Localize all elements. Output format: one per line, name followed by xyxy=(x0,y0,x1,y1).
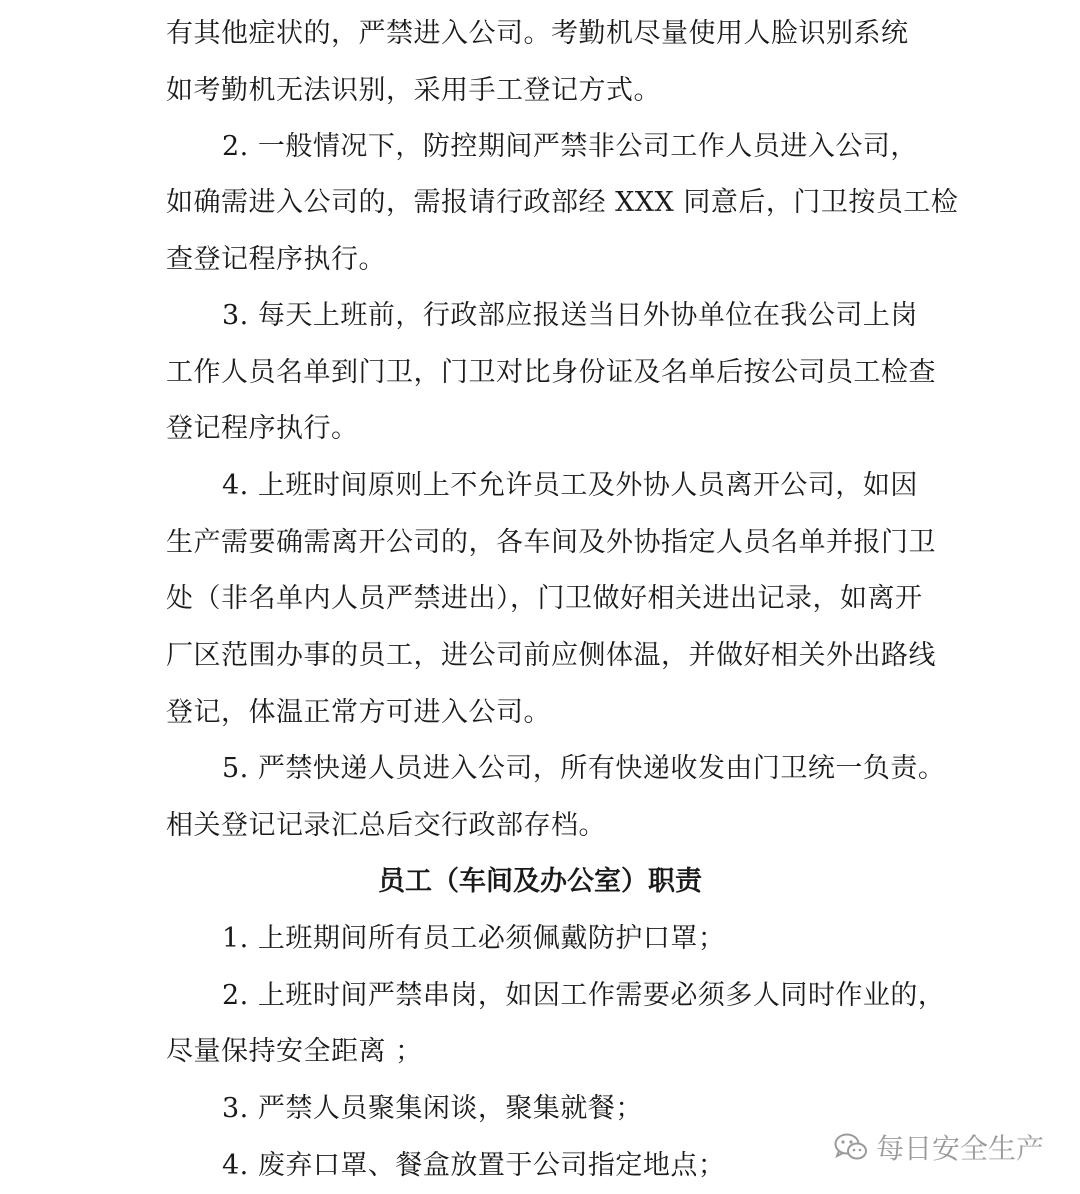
watermark xyxy=(834,1130,1044,1164)
wechat-icon xyxy=(834,1132,868,1162)
paragraph-line: 如考勤机无法识别，采用手工登记方式。 xyxy=(166,75,661,106)
duty-line: 2. 上班时间严禁串岗，如因工作需要必须多人同时作业的， xyxy=(222,980,946,1011)
duty-line: 尽量保持安全距离 ； xyxy=(166,1036,423,1067)
duty-line: 4. 废弃口罩、餐盒放置于公司指定地点； xyxy=(222,1150,726,1181)
item-3-line: 登记程序执行。 xyxy=(166,413,359,444)
item-4-line: 登记，体温正常方可进入公司。 xyxy=(166,697,551,728)
item-5-line: 5. 严禁快递人员进入公司，所有快递收发由门卫统一负责。 xyxy=(222,753,946,784)
item-4-line: 生产需要确需离开公司的，各车间及外协指定人员名单并报门卫 xyxy=(166,527,936,558)
paragraph-line: 有其他症状的，严禁进入公司。考勤机尽量使用人脸识别系统 xyxy=(166,18,909,49)
item-3-line: 工作人员名单到门卫，门卫对比身份证及名单后按公司员工检查 xyxy=(166,357,936,388)
item-2-line: 2. 一般情况下，防控期间严禁非公司工作人员进入公司， xyxy=(222,131,918,162)
item-3-line: 3. 每天上班前，行政部应报送当日外协单位在我公司上岗 xyxy=(222,300,918,331)
item-4-line: 处（非名单内人员严禁进出），门卫做好相关进出记录，如离开 xyxy=(166,583,923,614)
duty-line: 1. 上班期间所有员工必须佩戴防护口罩； xyxy=(222,923,726,954)
item-2-line: 查登记程序执行。 xyxy=(166,244,386,275)
duty-line: 3. 严禁人员聚集闲谈，聚集就餐； xyxy=(222,1093,643,1124)
item-5-line: 相关登记记录汇总后交行政部存档。 xyxy=(166,810,606,841)
item-2-line: 如确需进入公司的，需报请行政部经 XXX 同意后，门卫按员工检 xyxy=(166,187,959,218)
item-4-line: 厂区范围办事的员工，进公司前应侧体温，并做好相关外出路线 xyxy=(166,640,936,671)
item-4-line: 4. 上班时间原则上不允许员工及外协人员离开公司，如因 xyxy=(222,470,918,501)
watermark-text: 每日安全生产 xyxy=(875,1132,1044,1165)
section-heading: 员工（车间及办公室）职责 xyxy=(378,866,702,897)
